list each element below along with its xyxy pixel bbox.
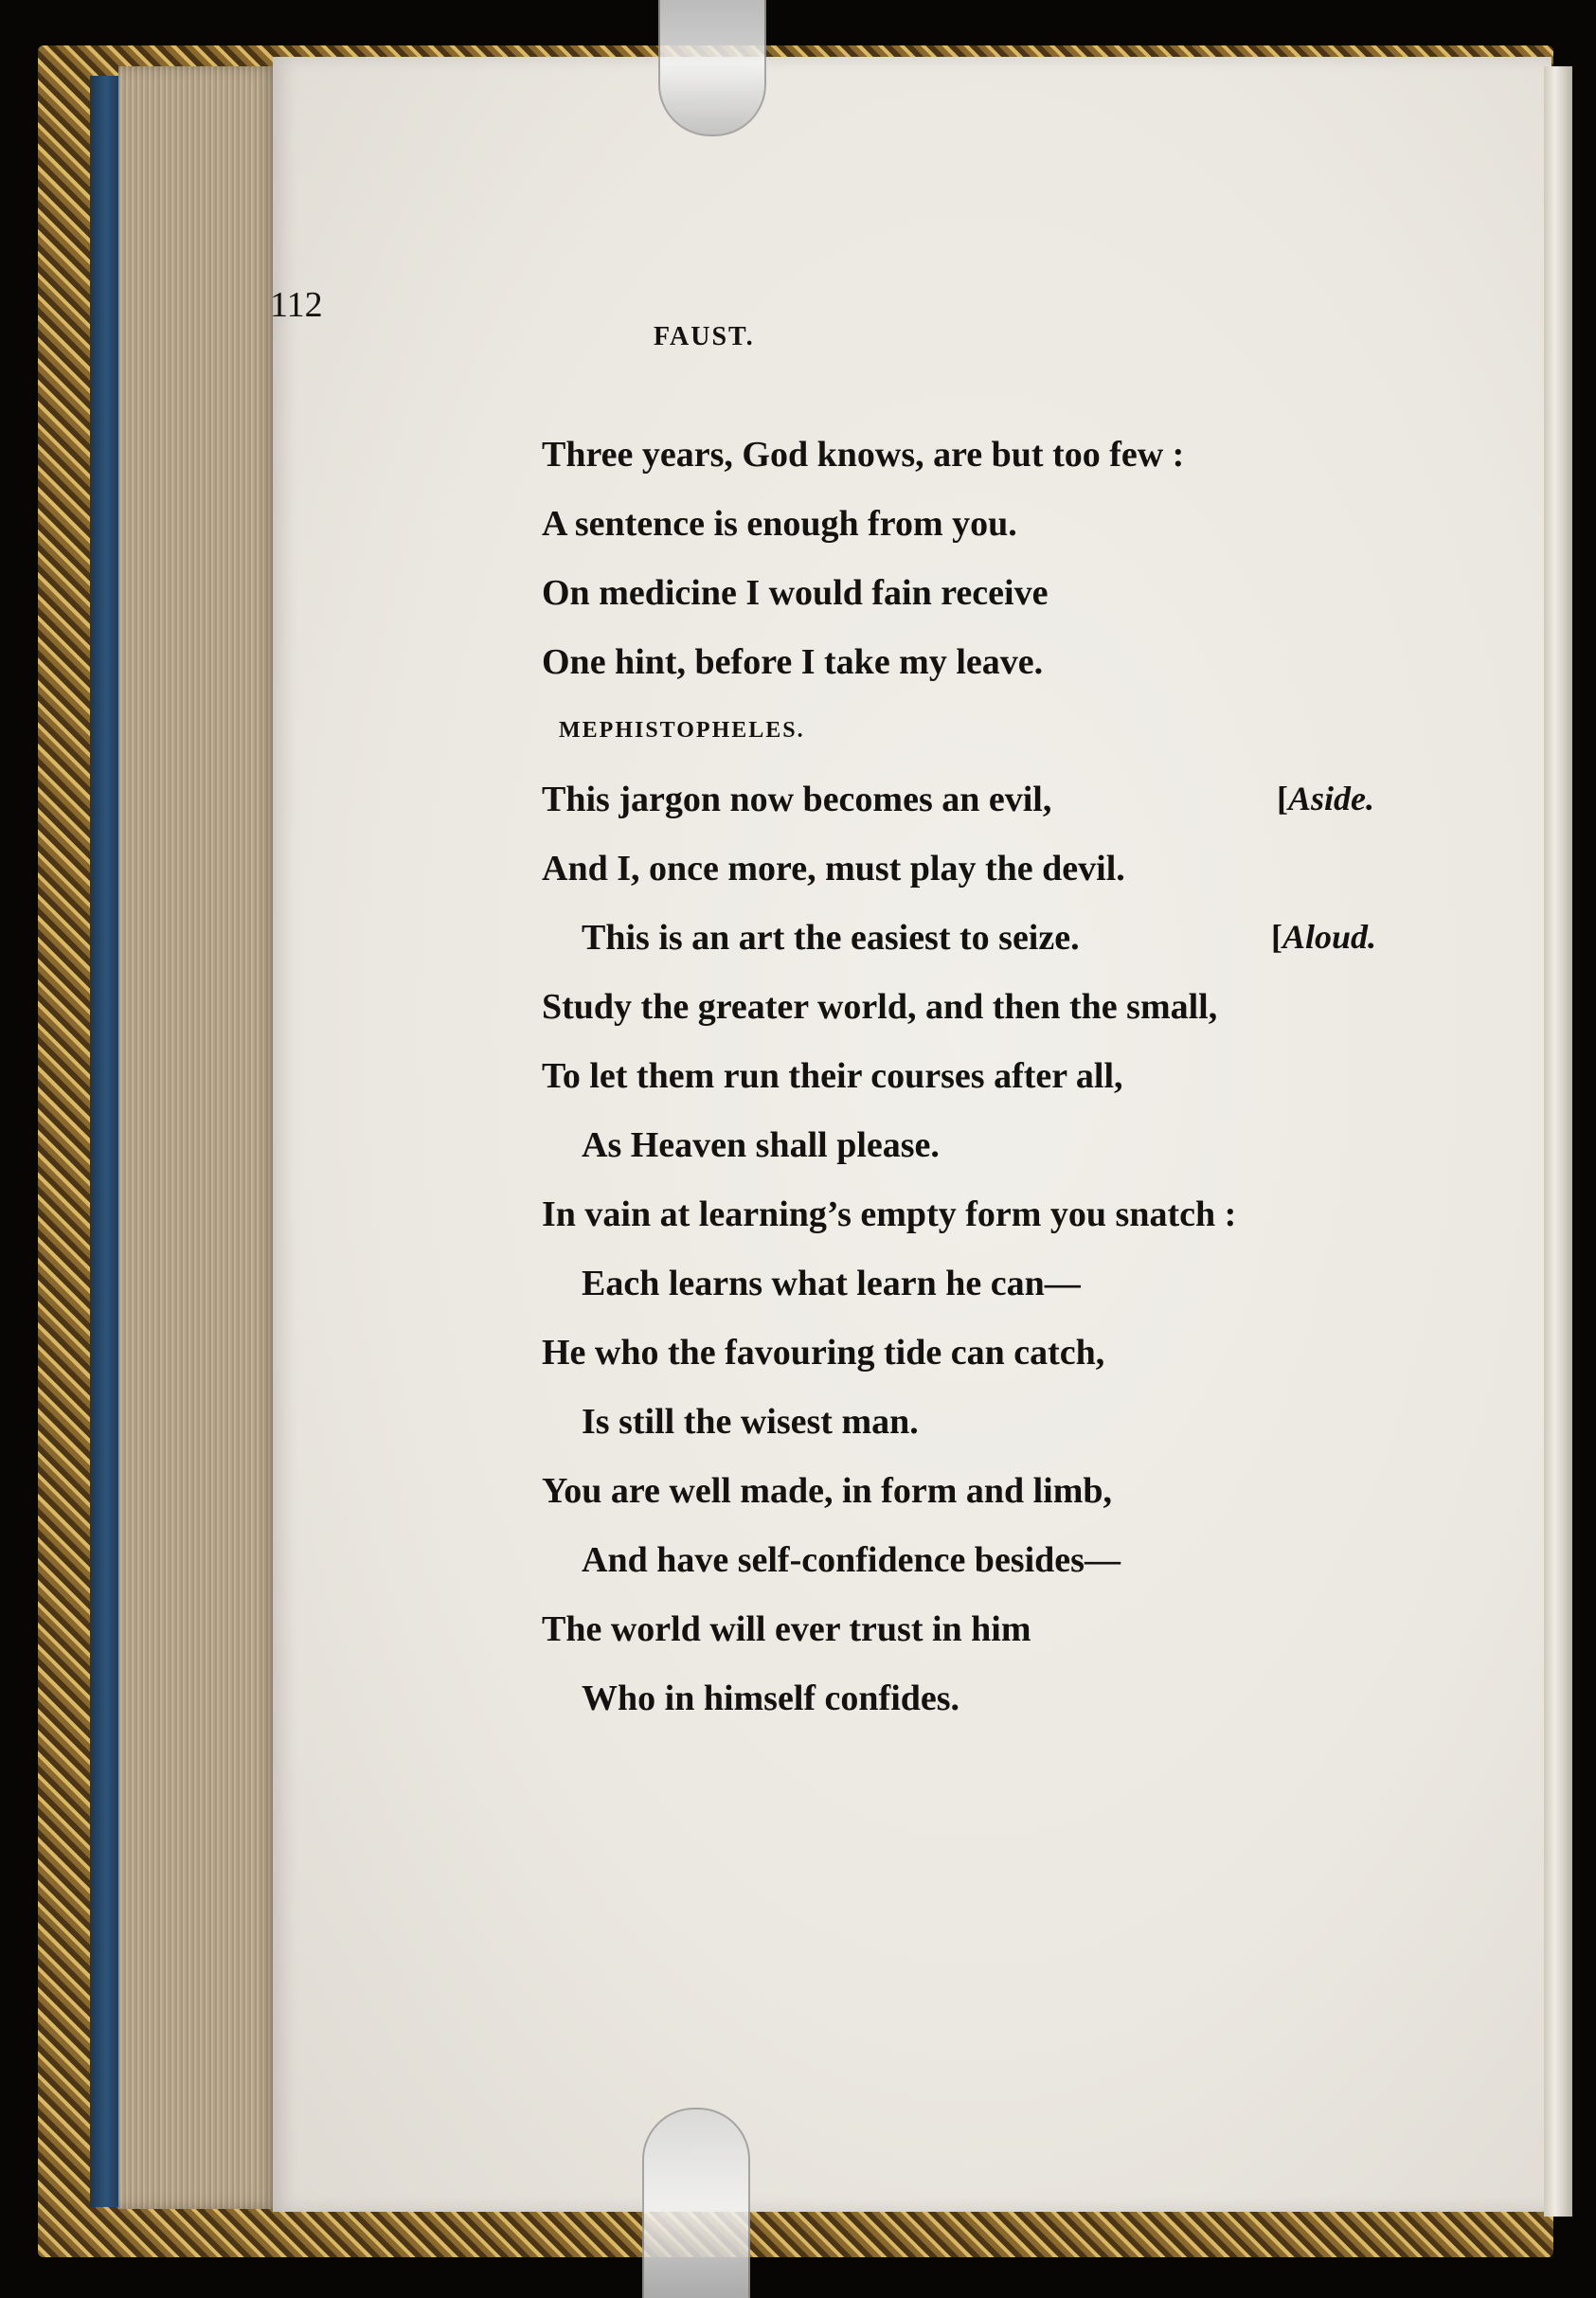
verse-line: Three years, God knows, are but too few : bbox=[542, 435, 1185, 475]
stage-direction-aside-text: Aside. bbox=[1288, 780, 1375, 817]
stage-direction-aloud: [Aloud. bbox=[1271, 918, 1377, 956]
verse-line: One hint, before I take my leave. bbox=[542, 642, 1044, 682]
verse-line: He who the favouring tide can catch, bbox=[542, 1333, 1105, 1373]
verse-line: A sentence is enough from you. bbox=[542, 504, 1017, 544]
speaker-name: MEPHISTOPHELES. bbox=[559, 718, 805, 743]
page-number: 112 bbox=[270, 285, 323, 325]
page-holder-clip-top bbox=[658, 0, 766, 136]
running-head: FAUST. bbox=[654, 322, 755, 351]
verse-line: Study the greater world, and then the small, bbox=[542, 987, 1218, 1027]
verse-line: Is still the wisest man. bbox=[582, 1402, 919, 1442]
stage-direction-aloud-text: Aloud. bbox=[1282, 918, 1377, 956]
page-holder-clip-bottom bbox=[642, 2108, 750, 2298]
verse-line: To let them run their courses after all, bbox=[542, 1056, 1123, 1096]
verse-line: You are well made, in form and limb, bbox=[542, 1471, 1113, 1511]
verse-line: And I, once more, must play the devil. bbox=[542, 849, 1125, 889]
verse-line: On medicine I would fain receive bbox=[542, 573, 1049, 613]
verse-line: This jargon now becomes an evil, bbox=[542, 780, 1052, 819]
verse-line: And have self-confidence besides— bbox=[582, 1540, 1121, 1580]
verse-line: Who in himself confides. bbox=[582, 1679, 960, 1718]
verse-line: As Heaven shall please. bbox=[582, 1125, 940, 1165]
verse-line: Each learns what learn he can— bbox=[582, 1264, 1081, 1303]
stage-direction-aside: [Aside. bbox=[1277, 780, 1375, 817]
verse-line: The world will ever trust in him bbox=[542, 1609, 1031, 1649]
verse-line: This is an art the easiest to seize. bbox=[582, 918, 1080, 958]
verse-line: In vain at learning’s empty form you snatch : bbox=[542, 1194, 1237, 1234]
